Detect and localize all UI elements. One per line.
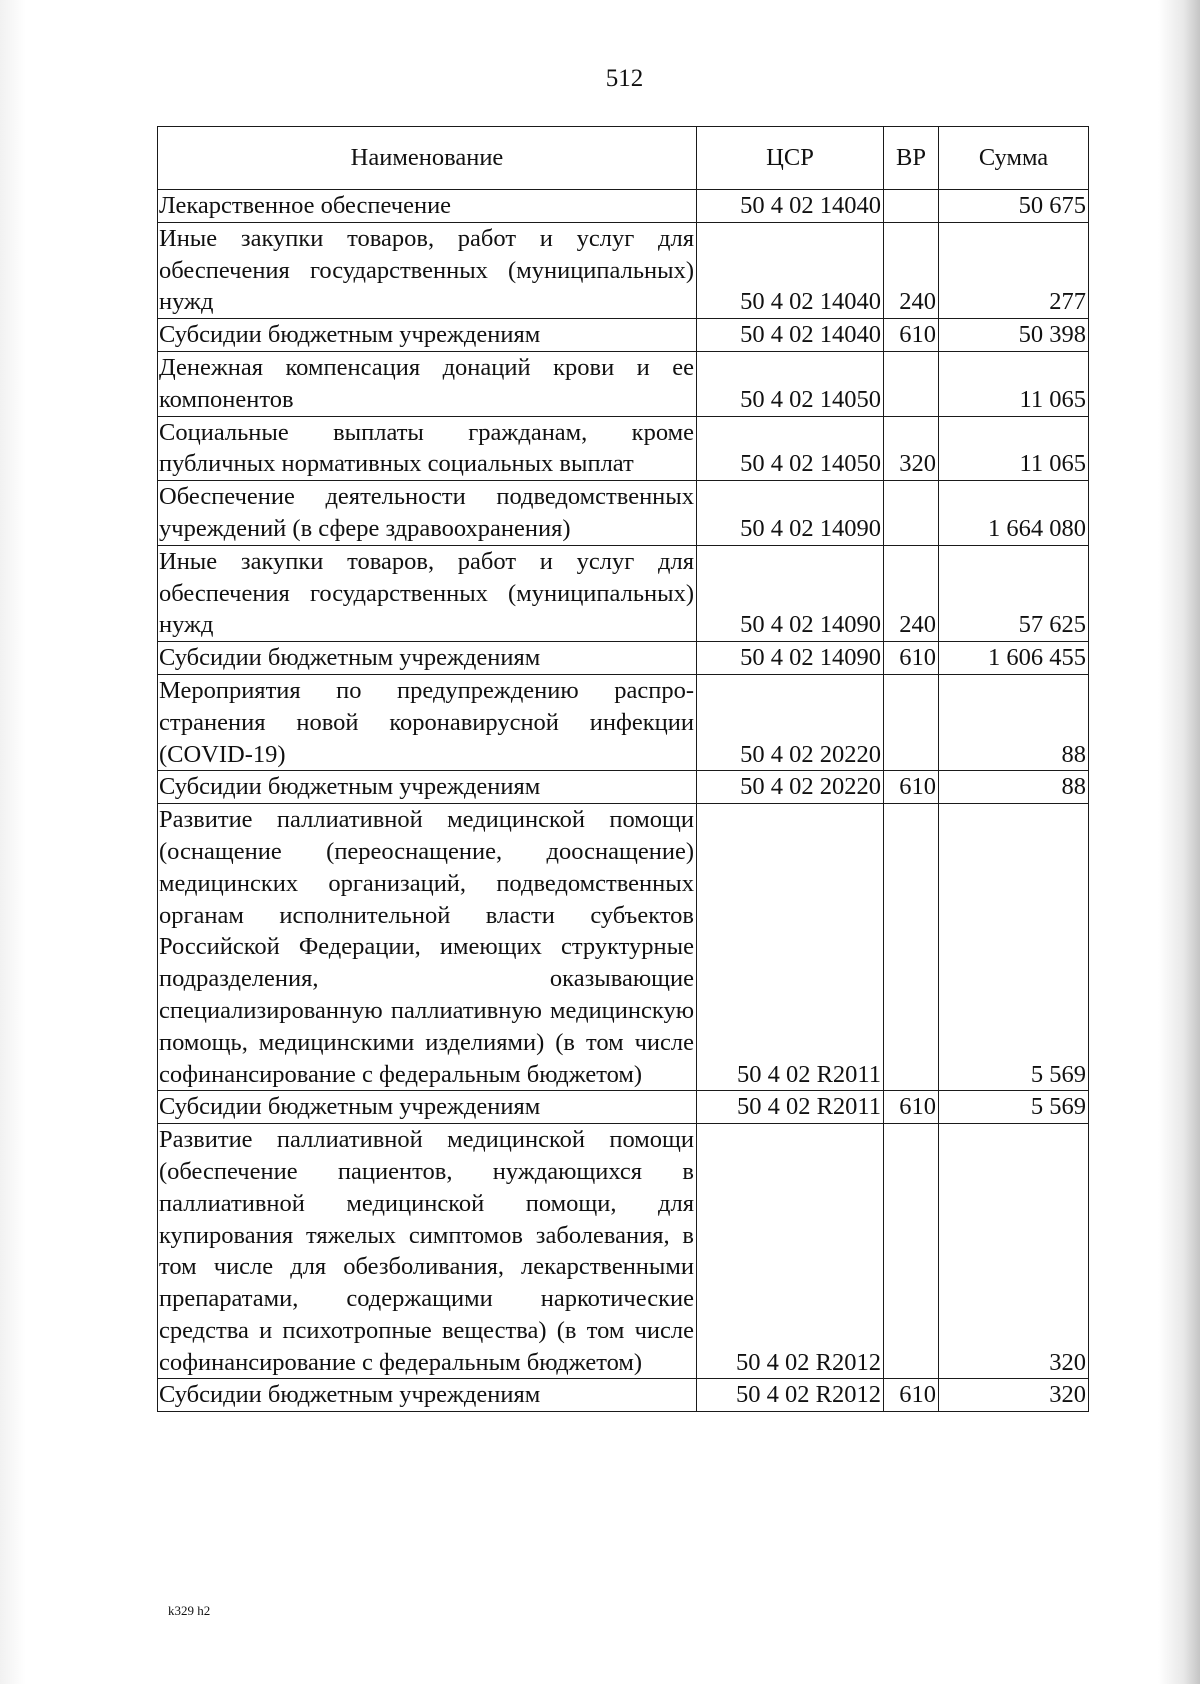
row-sum: 1 664 080 (939, 481, 1089, 546)
row-csr: 50 4 02 14090 (697, 545, 884, 641)
row-name: Денежная компенсация донаций крови и ее компонентов (158, 351, 697, 416)
budget-table (157, 126, 1089, 1412)
row-vr: 240 (884, 222, 939, 318)
table-row (158, 804, 1089, 1091)
scan-shadow-right (1158, 0, 1200, 1684)
row-vr (884, 190, 939, 223)
row-csr: 50 4 02 14090 (697, 481, 884, 546)
table-row (158, 416, 1089, 481)
table-row (158, 545, 1089, 641)
row-name: Субсидии бюджетным учреждениям (158, 642, 697, 675)
row-csr: 50 4 02 14040 (697, 222, 884, 318)
row-vr (884, 1124, 939, 1379)
row-name: Развитие паллиативной медицинской помощи (оснащение (переоснащение, дооснащение) медицинских организаций, подведомственных органам исполнительной власти субъектов Российской Федерации, имеющих структурные подразделения, оказывающие специализированную паллиативную медицинскую помощь, медицинскими изделиями) (в том числе софинансирование с федеральным бюджетом) (158, 804, 697, 1091)
row-vr: 610 (884, 1091, 939, 1124)
row-name: Обеспечение деятельности подведомственных учреждений (в сфере здравоохранения) (158, 481, 697, 546)
table-row (158, 771, 1089, 804)
row-vr: 610 (884, 771, 939, 804)
row-sum: 11 065 (939, 351, 1089, 416)
row-vr (884, 674, 939, 770)
row-sum: 50 675 (939, 190, 1089, 223)
row-name: Субсидии бюджетным учреждениям (158, 1379, 697, 1412)
row-csr: 50 4 02 R2012 (697, 1124, 884, 1379)
row-csr: 50 4 02 20220 (697, 674, 884, 770)
row-vr: 610 (884, 1379, 939, 1412)
row-name: Субсидии бюджетным учреждениям (158, 771, 697, 804)
row-csr: 50 4 02 14040 (697, 319, 884, 352)
table-row (158, 674, 1089, 770)
row-vr: 610 (884, 642, 939, 675)
table-row (158, 222, 1089, 318)
row-name: Лекарственное обеспечение (158, 190, 697, 223)
table-row (158, 1091, 1089, 1124)
row-sum: 88 (939, 674, 1089, 770)
page-number: 512 (605, 65, 644, 92)
row-sum: 1 606 455 (939, 642, 1089, 675)
row-sum: 5 569 (939, 804, 1089, 1091)
table-row (158, 481, 1089, 546)
row-sum: 88 (939, 771, 1089, 804)
row-name: Социальные выплаты гражданам, кроме публичных нормативных социальных выплат (158, 416, 697, 481)
table-row (158, 1124, 1089, 1379)
row-csr: 50 4 02 14050 (697, 351, 884, 416)
header-vr: ВР (884, 127, 939, 190)
row-vr: 610 (884, 319, 939, 352)
header-sum: Сумма (939, 127, 1089, 190)
row-vr (884, 481, 939, 546)
header-name: Наименование (158, 127, 697, 190)
row-csr: 50 4 02 14040 (697, 190, 884, 223)
row-csr: 50 4 02 20220 (697, 771, 884, 804)
footer-code: k329 h2 (168, 1603, 211, 1618)
table-row (158, 190, 1089, 223)
row-name: Развитие паллиативной медицинской помощи (обеспечение пациентов, нуждающихся в паллиативной медицинской помощи, для купирования тяжелых симптомов заболевания, в том числе для обезболивания, лекарственными препаратами, содержащими наркотические средства и психотропные вещества) (в том числе софинансирование с федеральным бюджетом) (158, 1124, 697, 1379)
row-sum: 5 569 (939, 1091, 1089, 1124)
row-sum: 277 (939, 222, 1089, 318)
header-csr: ЦСР (697, 127, 884, 190)
row-vr (884, 351, 939, 416)
row-name: Иные закупки товаров, работ и услуг для обеспечения государственных (муниципальных) нужд (158, 545, 697, 641)
row-sum: 50 398 (939, 319, 1089, 352)
table-row (158, 351, 1089, 416)
row-csr: 50 4 02 R2012 (697, 1379, 884, 1412)
row-sum: 57 625 (939, 545, 1089, 641)
row-vr: 240 (884, 545, 939, 641)
row-name: Мероприятия по предупреждению распространения новой коронавирусной инфекции (COVID-19) (158, 674, 697, 770)
row-sum: 11 065 (939, 416, 1089, 481)
row-vr (884, 804, 939, 1091)
table-header-row (158, 127, 1089, 190)
row-csr: 50 4 02 14090 (697, 642, 884, 675)
row-name: Субсидии бюджетным учреждениям (158, 1091, 697, 1124)
table-row (158, 642, 1089, 675)
scan-shadow-left (0, 0, 26, 1684)
row-csr: 50 4 02 14050 (697, 416, 884, 481)
row-name: Субсидии бюджетным учреждениям (158, 319, 697, 352)
row-csr: 50 4 02 R2011 (697, 1091, 884, 1124)
row-vr: 320 (884, 416, 939, 481)
row-name: Иные закупки товаров, работ и услуг для обеспечения государственных (муниципальных) нужд (158, 222, 697, 318)
table-row (158, 1379, 1089, 1412)
row-csr: 50 4 02 R2011 (697, 804, 884, 1091)
row-sum: 320 (939, 1379, 1089, 1412)
row-sum: 320 (939, 1124, 1089, 1379)
table-row (158, 319, 1089, 352)
